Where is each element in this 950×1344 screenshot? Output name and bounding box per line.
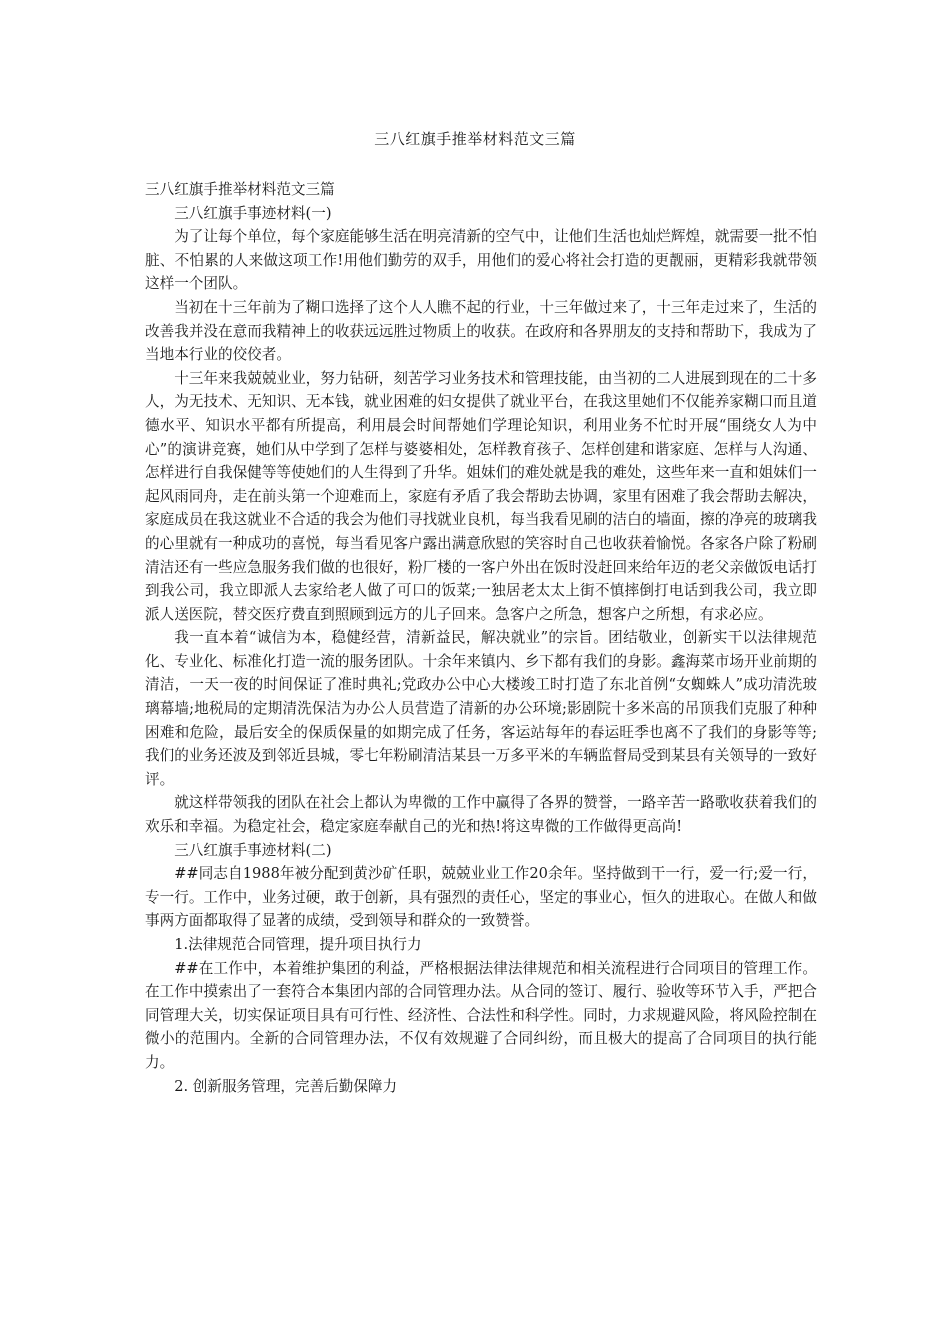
intro-line: 三八红旗手推举材料范文三篇	[145, 181, 335, 198]
section-heading-2: 三八红旗手事迹材料(二)	[174, 841, 332, 859]
paragraph: ##在工作中，本着维护集团的利益，严格根据法律法律规范和相关流程进行合同项目的管理工作。在工作中摸索出了一套符合本集团内部的合同管理办法。从合同的签订、履行、验收等环节入手，严把合同管理大关，切实保证项目具有可行性、经济性、合法性和科学性。同时，力求规避风险，将风险控制在微小的范围内。全新的合同管理办法，不仅有效规避了合同纠纷，而且极大的提高了合同项目的执行能力。	[145, 959, 817, 1071]
subsection-heading-2: 2. 创新服务管理，完善后勤保障力	[174, 1077, 398, 1095]
subsection-heading-1: 1.法律规范合同管理，提升项目执行力	[174, 936, 422, 953]
paragraph: 为了让每个单位，每个家庭能够生活在明亮清新的空气中，让他们生活也灿烂辉煌，就需要一批不怕脏、不怕累的人来做这项工作!用他们勤劳的双手，用他们的爱心将社会打造的更靓丽，更精彩我就带领这样一个团队。	[145, 228, 817, 293]
section-heading-1: 三八红旗手事迹材料(一)	[174, 204, 332, 222]
document-title: 三八红旗手推举材料范文三篇	[374, 130, 576, 148]
paragraph: 十三年来我兢兢业业，努力钻研，刻苦学习业务技术和管理技能，由当初的二人进展到现在的二十多人，为无技术、无知识、无本钱，就业困难的妇女提供了就业平台，在我这里她们不仅能养家糊口而且道德水平、知识水平都有所提高，利用晨会时间帮她们学理论知识，利用业务不忙时开展“围绕女人为中心”的演讲竞赛，她们从中学到了怎样与婆婆相处，怎样教育孩子、怎样创建和谐家庭、怎样与人沟通、怎样进行自我保健等等使她们的人生得到了升华。姐妹们的难处就是我的难处，这些年来一直和姐妹们一起风雨同舟，走在前头第一个迎难而上，家庭有矛盾了我会帮助去协调，家里有困难了我会帮助去解决，家庭成员在我这就业不合适的我会为他们寻找就业良机，每当我看见刷的洁白的墙面，擦的净亮的玻璃我的心里就有一种成功的喜悦，每当看见客户露出满意欣慰的笑容时自己也收获着愉悦。各家各户除了粉刷清洁还有一些应急服务我们做的也很好，粉厂楼的一客户外出在饭时没赶回来给年迈的老父亲做饭电话打到我公司，我立即派人去家给老人做了可口的饭菜;一独居老太太上街不慎摔倒打电话到我公司，我立即派人送医院，替交医疗费直到照顾到远方的儿子回来。急客户之所急，想客户之所想，有求必应。	[145, 369, 817, 623]
paragraph: 就这样带领我的团队在社会上都认为卑微的工作中赢得了各界的赞誉，一路辛苦一路歌收获着我们的欢乐和幸福。为稳定社会，稳定家庭奉献自己的光和热!将这卑微的工作做得更高尚!	[145, 794, 817, 836]
paragraph: 我一直本着“诚信为本，稳健经营，清新益民，解决就业”的宗旨。团结敬业，创新实干以法律规范化、专业化、标准化打造一流的服务团队。十余年来镇内、乡下都有我们的身影。鑫海菜市场开业前期的清洁，一天一夜的时间保证了准时典礼;党政办公中心大楼竣工时打造了东北首例“女蜘蛛人”成功清洗玻璃幕墙;地税局的定期清洗保洁为办公人员营造了清新的办公环境;影剧院十多米高的吊顶我们克服了种种困难和危险，最后安全的保质保量的如期完成了任务，客运站每年的春运旺季也离不了我们的身影等等;我们的业务还波及到邻近县城，零七年粉刷清洁某县一万多平米的车辆监督局受到某县有关领导的一致好评。	[145, 629, 817, 788]
paragraph: 当初在十三年前为了糊口选择了这个人人瞧不起的行业，十三年做过来了，十三年走过来了，生活的改善我并没在意而我精神上的收获远远胜过物质上的收获。在政府和各界朋友的支持和帮助下，我成为了当地本行业的佼佼者。	[145, 298, 817, 364]
document-body	[145, 178, 817, 1098]
paragraph: ##同志自1988年被分配到黄沙矿任职，兢兢业业工作20余年。坚持做到干一行，爱一行;爱一行，专一行。工作中，业务过硬，敢于创新，具有强烈的责任心，坚定的事业心，恒久的进取心。在做人和做事两方面都取得了显著的成绩，受到领导和群众的一致赞誉。	[145, 865, 817, 930]
